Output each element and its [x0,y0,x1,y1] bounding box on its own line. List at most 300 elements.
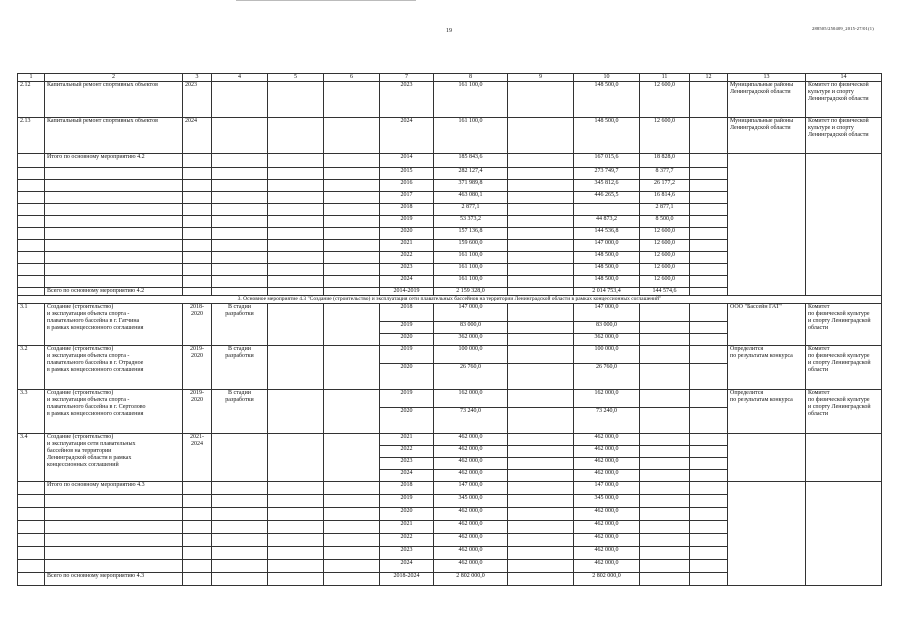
empty-cell [212,264,268,276]
year-cell: 2017 [380,192,434,204]
document-stamp: 288505/250409_2015-27/01(1) [812,26,874,31]
empty-cell [212,482,268,495]
year-cell: 2024 [380,560,434,573]
regional-cell: 462 000,0 [574,446,640,458]
empty-cell [45,264,183,276]
total-cell: 161 100,0 [434,118,508,154]
total-cell: 53 373,2 [434,216,508,228]
regional-cell: 462 000,0 [574,434,640,446]
municipal-cell: 12 600,0 [640,82,690,118]
empty-cell [324,390,380,434]
year-cell: 2024 [380,118,434,154]
empty-cell [640,508,690,521]
total-cell: 162 000,0 [434,390,508,408]
municipal-cell: 26 177,2 [640,180,690,192]
item-number: 3.4 [18,434,45,482]
top-edge-line [236,0,416,1]
empty-cell [690,204,728,216]
empty-cell [268,228,324,240]
regional-cell: 147 000,0 [574,482,640,495]
responsible-cell: Комитет по физической культуре и спорту Ленинградской области [806,304,882,346]
regional-cell: 148 500,0 [574,252,640,264]
year-cell: 2018-2024 [380,573,434,586]
section-row [18,296,882,304]
empty-cell [18,216,45,228]
empty-cell [690,180,728,192]
empty-cell [268,560,324,573]
item-number: 2.12 [18,82,45,118]
total-cell: 462 000,0 [434,547,508,560]
empty-cell [45,192,183,204]
year-cell: 2019 [380,390,434,408]
municipal-cell: 12 600,0 [640,118,690,154]
year-cell: 2024 [380,470,434,482]
item-stage: В стадии разработки [212,390,268,434]
municipal-cell: 8 377,7 [640,168,690,180]
empty-cell [508,204,574,216]
empty-cell [728,482,806,586]
total-label: Всего по основному мероприятию 4.3 [45,573,183,586]
empty-cell [508,390,574,408]
item-period: 2019- 2020 [183,346,212,390]
regional-cell: 100 000,0 [574,346,640,364]
total-cell: 83 000,0 [434,322,508,334]
empty-cell [268,390,324,434]
empty-cell [690,288,728,296]
total-cell: 462 000,0 [434,560,508,573]
item-name: Капитальный ремонт спортивных объектов [45,82,183,118]
empty-cell [183,154,212,168]
column-number-header: 5 [268,74,324,82]
total-cell: 157 136,8 [434,228,508,240]
column-number-header: 9 [508,74,574,82]
empty-cell [690,560,728,573]
empty-cell [183,228,212,240]
year-cell: 2014 [380,154,434,168]
item-row [18,346,882,364]
year-cell: 2023 [380,547,434,560]
year-cell: 2014-2019 [380,288,434,296]
empty-cell [18,204,45,216]
regional-cell: 2 014 753,4 [574,288,640,296]
empty-cell [508,521,574,534]
empty-cell [508,482,574,495]
empty-cell [268,252,324,264]
regional-cell: 462 000,0 [574,534,640,547]
empty-cell [183,192,212,204]
empty-cell [640,482,690,495]
item-start-year: 2024 [183,118,212,154]
empty-cell [45,180,183,192]
column-number-header: 13 [728,74,806,82]
empty-cell [690,434,728,446]
regional-cell: 462 000,0 [574,521,640,534]
regional-cell: 462 000,0 [574,470,640,482]
empty-cell [183,573,212,586]
municipal-cell: 2 877,1 [640,204,690,216]
empty-cell [508,446,574,458]
item-number: 3.1 [18,304,45,346]
year-cell: 2021 [380,240,434,252]
year-cell: 2021 [380,521,434,534]
total-cell: 159 600,0 [434,240,508,252]
empty-cell [728,434,806,482]
empty-cell [508,118,574,154]
empty-cell [268,204,324,216]
empty-cell [212,228,268,240]
year-cell: 2016 [380,180,434,192]
empty-cell [508,560,574,573]
empty-cell [18,276,45,288]
empty-cell [268,521,324,534]
empty-cell [508,168,574,180]
empty-cell [508,228,574,240]
year-cell: 2020 [380,508,434,521]
empty-cell [508,508,574,521]
regional-cell: 44 873,2 [574,216,640,228]
empty-cell [690,534,728,547]
total-cell: 2 877,1 [434,204,508,216]
empty-cell [212,534,268,547]
empty-cell [640,346,690,364]
empty-cell [18,495,45,508]
executor-cell: ООО "Бассейн ГАТ" [728,304,806,346]
empty-cell [212,434,268,482]
empty-cell [508,408,574,434]
empty-cell [324,521,380,534]
empty-cell [268,168,324,180]
empty-cell [268,346,324,390]
regional-cell: 2 802 000,0 [574,573,640,586]
empty-cell [183,521,212,534]
year-cell: 2024 [380,276,434,288]
column-number-header: 6 [324,74,380,82]
regional-cell: 462 000,0 [574,508,640,521]
empty-cell [268,573,324,586]
empty-cell [640,534,690,547]
empty-cell [268,547,324,560]
empty-cell [183,252,212,264]
empty-cell [324,118,380,154]
empty-cell [18,228,45,240]
empty-cell [690,470,728,482]
total-cell: 462 000,0 [434,508,508,521]
item-row [18,118,882,154]
year-cell: 2015 [380,168,434,180]
column-number-header: 14 [806,74,882,82]
empty-cell [183,560,212,573]
column-number-header: 7 [380,74,434,82]
empty-cell [508,252,574,264]
executor-cell: Определится по результатам конкурса [728,346,806,390]
empty-cell [690,482,728,495]
empty-cell [690,508,728,521]
empty-cell [324,573,380,586]
empty-cell [324,346,380,390]
empty-cell [268,482,324,495]
executor-cell: Муниципальные районы Ленинградской области [728,82,806,118]
empty-cell [45,228,183,240]
total-cell: 147 000,0 [434,482,508,495]
total-cell: 161 100,0 [434,276,508,288]
empty-cell [508,573,574,586]
executor-cell: Определится по результатам конкурса [728,390,806,434]
empty-cell [268,508,324,521]
empty-cell [508,495,574,508]
regional-cell: 148 500,0 [574,276,640,288]
total-label: Всего по основному мероприятию 4.2 [45,288,183,296]
empty-cell [45,534,183,547]
empty-cell [212,521,268,534]
empty-cell [508,458,574,470]
empty-cell [690,408,728,434]
year-cell: 2018 [380,304,434,322]
empty-cell [268,495,324,508]
empty-cell [18,154,45,168]
regional-cell: 446 265,5 [574,192,640,204]
year-cell: 2020 [380,408,434,434]
empty-cell [508,322,574,334]
empty-cell [690,264,728,276]
empty-cell [212,288,268,296]
subtotal-42-row [18,154,882,168]
empty-cell [45,495,183,508]
empty-cell [690,521,728,534]
regional-cell: 167 015,6 [574,154,640,168]
empty-cell [268,118,324,154]
empty-cell [324,304,380,346]
empty-cell [268,216,324,228]
total-cell: 26 760,0 [434,364,508,390]
empty-cell [324,82,380,118]
item-number: 2.13 [18,118,45,154]
total-cell: 161 100,0 [434,82,508,118]
empty-cell [268,180,324,192]
empty-cell [183,482,212,495]
regional-cell: 162 000,0 [574,390,640,408]
empty-cell [640,304,690,322]
empty-cell [640,408,690,434]
empty-cell [45,521,183,534]
year-cell: 2020 [380,364,434,390]
empty-cell [324,434,380,482]
total-cell: 282 127,4 [434,168,508,180]
empty-cell [640,521,690,534]
empty-cell [324,482,380,495]
empty-cell [212,216,268,228]
empty-cell [183,288,212,296]
empty-cell [45,216,183,228]
empty-cell [640,495,690,508]
empty-cell [640,334,690,346]
year-cell: 2019 [380,346,434,364]
empty-cell [640,560,690,573]
page-number: 19 [446,28,452,34]
regional-cell: 462 000,0 [574,458,640,470]
executor-cell: Муниципальные районы Ленинградской области [728,118,806,154]
empty-cell [18,508,45,521]
empty-cell [18,534,45,547]
empty-cell [508,547,574,560]
item-name: Капитальный ремонт спортивных объектов [45,118,183,154]
empty-cell [212,192,268,204]
regional-cell: 147 000,0 [574,304,640,322]
empty-cell [18,573,45,586]
empty-cell [45,204,183,216]
empty-cell [324,288,380,296]
empty-cell [324,216,380,228]
municipal-cell: 12 600,0 [640,276,690,288]
empty-cell [45,547,183,560]
empty-cell [183,168,212,180]
subtotal-label: Итого по основному мероприятию 4.3 [45,482,183,495]
year-cell: 2022 [380,252,434,264]
responsible-cell: Комитет по физической культуре и спорту Ленинградской области [806,118,882,154]
empty-cell [45,252,183,264]
empty-cell [268,154,324,168]
program-table [17,73,882,586]
column-number-header: 10 [574,74,640,82]
empty-cell [183,204,212,216]
subtotal-43-row [18,482,882,495]
empty-cell [690,573,728,586]
empty-cell [183,276,212,288]
empty-cell [640,547,690,560]
empty-cell [690,334,728,346]
subtotal-label: Итого по основному мероприятию 4.2 [45,154,183,168]
column-number-header: 4 [212,74,268,82]
empty-cell [268,434,324,482]
year-cell: 2020 [380,334,434,346]
item-start-year: 2023 [183,82,212,118]
empty-cell [508,364,574,390]
empty-cell [183,264,212,276]
item-name: Создание (строительство) и эксплуатация объекта спорта - плавательного бассейна в г. Сертолово в рамках концессионного соглашения [45,390,183,434]
item-number: 3.3 [18,390,45,434]
empty-cell [268,264,324,276]
responsible-cell: Комитет по физической культуре и спорту Ленинградской области [806,390,882,434]
total-cell: 462 000,0 [434,470,508,482]
empty-cell [508,276,574,288]
total-cell: 161 100,0 [434,252,508,264]
year-cell: 2023 [380,82,434,118]
total-cell: 362 000,0 [434,334,508,346]
total-cell: 161 100,0 [434,264,508,276]
empty-cell [690,192,728,204]
empty-cell [18,264,45,276]
municipal-cell: 12 600,0 [640,228,690,240]
empty-cell [18,168,45,180]
empty-cell [212,180,268,192]
empty-cell [508,346,574,364]
empty-cell [45,560,183,573]
empty-cell [183,495,212,508]
municipal-cell: 12 600,0 [640,264,690,276]
municipal-cell: 8 500,0 [640,216,690,228]
empty-cell [18,560,45,573]
empty-cell [806,434,882,482]
empty-cell [268,288,324,296]
empty-cell [640,322,690,334]
empty-cell [690,154,728,168]
empty-cell [18,240,45,252]
total-cell: 2 159 328,0 [434,288,508,296]
empty-cell [690,458,728,470]
regional-cell: 345 812,6 [574,180,640,192]
empty-cell [508,82,574,118]
empty-cell [640,458,690,470]
total-cell: 462 000,0 [434,521,508,534]
empty-cell [212,204,268,216]
year-cell: 2018 [380,204,434,216]
total-cell: 2 802 000,0 [434,573,508,586]
column-number-header: 1 [18,74,45,82]
regional-cell: 83 000,0 [574,322,640,334]
column-number-header: 3 [183,74,212,82]
empty-cell [806,154,882,296]
total-cell: 73 240,0 [434,408,508,434]
empty-cell [18,252,45,264]
item-period: 2021- 2024 [183,434,212,482]
empty-cell [640,446,690,458]
item-row [18,304,882,322]
regional-cell: 148 500,0 [574,264,640,276]
empty-cell [508,334,574,346]
empty-cell [690,276,728,288]
empty-cell [183,240,212,252]
regional-cell [574,204,640,216]
year-cell: 2018 [380,482,434,495]
municipal-cell: 16 814,6 [640,192,690,204]
empty-cell [324,276,380,288]
empty-cell [212,154,268,168]
year-cell: 2020 [380,228,434,240]
total-cell: 371 989,8 [434,180,508,192]
empty-cell [508,240,574,252]
municipal-cell: 12 600,0 [640,252,690,264]
year-cell: 2023 [380,458,434,470]
municipal-cell: 144 574,6 [640,288,690,296]
regional-cell: 462 000,0 [574,560,640,573]
regional-cell: 148 500,0 [574,118,640,154]
regional-cell: 345 000,0 [574,495,640,508]
empty-cell [690,118,728,154]
total-cell: 462 000,0 [434,458,508,470]
regional-cell: 362 000,0 [574,334,640,346]
empty-cell [183,180,212,192]
empty-cell [640,434,690,446]
regional-cell: 273 749,7 [574,168,640,180]
column-number-header: 11 [640,74,690,82]
empty-cell [212,118,268,154]
empty-cell [508,288,574,296]
item-period: 2019- 2020 [183,390,212,434]
empty-cell [508,216,574,228]
empty-cell [640,573,690,586]
total-cell: 462 000,0 [434,446,508,458]
empty-cell [690,216,728,228]
regional-cell: 147 000,0 [574,240,640,252]
empty-cell [508,534,574,547]
item-row [18,390,882,408]
regional-cell: 462 000,0 [574,547,640,560]
municipal-cell: 12 600,0 [640,240,690,252]
empty-cell [690,547,728,560]
empty-cell [45,276,183,288]
empty-cell [18,521,45,534]
empty-cell [212,560,268,573]
empty-cell [690,495,728,508]
